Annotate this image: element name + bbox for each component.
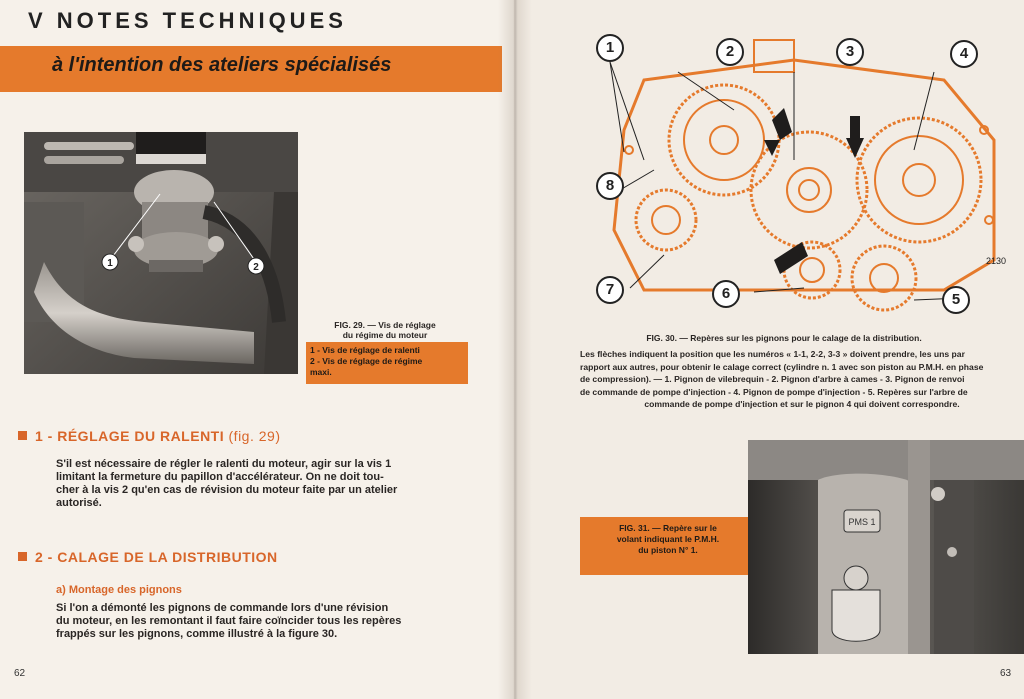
- fig31-caption-line1: FIG. 31. — Repère sur le: [619, 523, 717, 533]
- section1-bullet: [18, 431, 27, 440]
- section1-title-text: 1 - RÉGLAGE DU RALENTI: [35, 428, 225, 444]
- section1-title: [18, 428, 280, 444]
- fig30-line-5: commande de pompe d'injection et sur le pignon 4 qui doivent correspondre.: [644, 399, 960, 409]
- section2-title: [18, 549, 278, 565]
- fig29-callout-2: 2: [253, 262, 259, 273]
- fig29-callout-1: 1: [107, 258, 113, 269]
- right-page: [514, 0, 1024, 699]
- fig29-caption-line1: FIG. 29. — Vis de réglage: [334, 320, 436, 330]
- banner-text: à l'intention des ateliers spécialisés: [52, 54, 392, 76]
- fig30-callout-7: 7: [596, 276, 624, 304]
- section1-line-3: cher à la vis 2 qu'en cas de révision du moteur faite par un atelier: [56, 484, 398, 496]
- fig30-drawing-number: 2130: [986, 256, 1007, 266]
- fig30-callout-4: 4: [950, 40, 978, 68]
- section1-ref: (fig. 29): [228, 428, 281, 444]
- fig30-line-2: rapport aux autres, pour obtenir le calage correct (cylindre n. 1 avec son piston au P.M.H. en phase: [580, 361, 984, 372]
- fig30-description: [580, 348, 1024, 411]
- fig30-callout-2: 2: [716, 38, 744, 66]
- fig30-callout-1: 1: [596, 34, 624, 62]
- section1-line-4: autorisé.: [56, 497, 102, 509]
- fig31-photo: [748, 440, 1024, 654]
- fig31-flywheel-image: [748, 440, 1024, 654]
- fig29-caption: [305, 320, 465, 340]
- section2-body: [56, 602, 438, 641]
- fig29-engine-image: [24, 132, 298, 374]
- section2-line-3: frappés sur les pignons, comme illustré à la figure 30.: [56, 628, 338, 640]
- fig31-pms-mark: PMS 1: [848, 517, 876, 527]
- fig29-legend-2: 2 - Vis de réglage de régime: [310, 356, 423, 366]
- fig29-photo: [24, 132, 298, 374]
- book-gutter: [498, 0, 532, 699]
- fig31-caption-line3: du piston N° 1.: [638, 545, 698, 555]
- fig30-callout-3: 3: [836, 38, 864, 66]
- section2-title-text: 2 - CALAGE DE LA DISTRIBUTION: [35, 549, 278, 565]
- fig30-caption: FIG. 30. — Repères sur les pignons pour le calage de la distribution.: [646, 333, 922, 343]
- fig29-caption-line2: du régime du moteur: [342, 330, 428, 340]
- left-page-number: 62: [14, 668, 26, 679]
- fig30-callout-6: 6: [712, 280, 740, 308]
- fig30-line-1: Les flèches indiquent la position que les numéros « 1-1, 2-2, 3-3 » doivent prendre, les uns par: [580, 349, 965, 359]
- fig31-caption-box: [580, 517, 756, 575]
- section2-line-2: du moteur, en les remontant il faut faire coïncider tous les repères: [56, 615, 402, 627]
- chapter-title: V NOTES TECHNIQUES: [28, 8, 347, 33]
- fig30-callout-8: 8: [596, 172, 624, 200]
- chapter-banner: [0, 46, 502, 92]
- right-page-number: 63: [1000, 668, 1012, 679]
- fig30-callout-5: 5: [942, 286, 970, 314]
- fig30-line-4: de commande de pompe d'injection - 4. Pignon de pompe d'injection - 5. Repères sur l'arbre de: [580, 386, 968, 397]
- fig30-line-3: de compression). — 1. Pignon de vilebrequin - 2. Pignon d'arbre à cames - 3. Pignon de renvoi: [580, 374, 965, 384]
- fig29-legend: [306, 342, 468, 384]
- section1-line-2: limitant la fermeture du papillon d'accélérateur. On ne doit tou-: [56, 471, 384, 483]
- fig29-legend-2b: maxi.: [310, 367, 332, 377]
- section2-subtitle: a) Montage des pignons: [56, 584, 182, 596]
- fig29-legend-1: 1 - Vis de réglage de ralenti: [310, 345, 420, 355]
- section1-body: [56, 458, 438, 510]
- section2-bullet: [18, 552, 27, 561]
- section2-line-1: Si l'on a démonté les pignons de commande lors d'une révision: [56, 602, 389, 614]
- fig31-caption-line2: volant indiquant le P.M.H.: [616, 534, 720, 544]
- section1-line-1: S'il est nécessaire de régler le ralenti du moteur, agir sur la vis 1: [56, 458, 392, 470]
